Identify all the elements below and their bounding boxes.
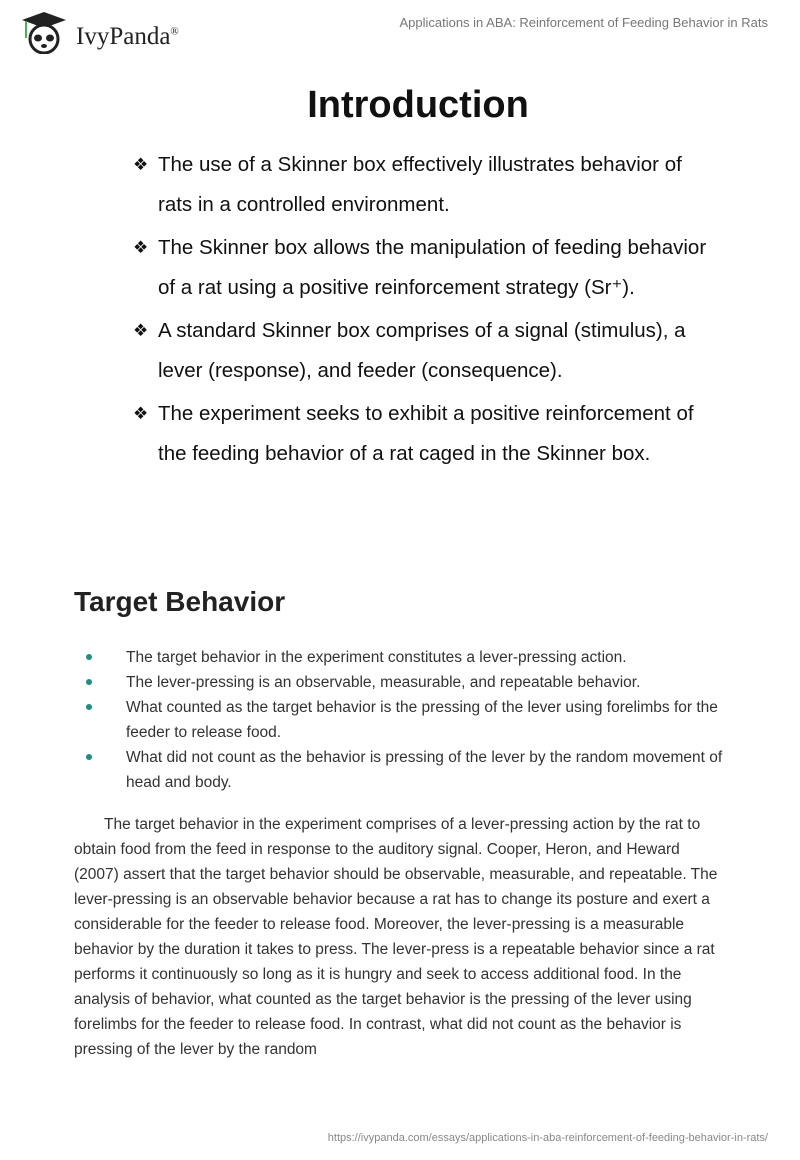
list-item [86, 670, 736, 695]
bullet-dot-icon [86, 704, 92, 710]
logo-text: IvyPanda [76, 23, 171, 50]
body-paragraph: The target behavior in the experiment comprises of a lever-pressing action by the rat to obtain food from the feed in response to the auditory signal. Cooper, Heron, and Heward (2007) assert that the target behavior should be observable, measurable, and repeatable. The lever-pressing is an observable behavior because a rat has to change its posture and exert a considerable for the feeder to release food. Moreover, the lever-pressing is a measurable behavior by the duration it takes to press. The lever-press is a repeatable behavior since a rat performs it continuously so long as it is hungry and seek to access additional food. In the analysis of behavior, what counted as the target behavior is the pressing of the lever using forelimbs for the feeder to release food. In contrast, what did not count as the behavior is pressing of the lever by the random [74, 816, 718, 1058]
ivypanda-logo[interactable] [18, 10, 179, 54]
list-item-text: What counted as the target behavior is the pressing of the lever using forelimbs for the feeder to release food. [126, 699, 718, 741]
registered-mark: ® [170, 25, 179, 38]
introduction-list [133, 145, 713, 477]
list-item [133, 228, 713, 308]
list-item [86, 745, 736, 795]
target-behavior-heading: Target Behavior [74, 586, 286, 617]
bullet-dot-icon [86, 754, 92, 760]
list-item-text: The experiment seeks to exhibit a positive reinforcement of the feeding behavior of a rat caged in the Skinner box. [158, 402, 694, 465]
introduction-heading: Introduction [307, 84, 529, 126]
list-item [133, 311, 713, 391]
list-item-text: The use of a Skinner box effectively illustrates behavior of rats in a controlled environment. [158, 153, 682, 216]
bullet-dot-icon [86, 654, 92, 660]
diamond-bullet-icon: ❖ [133, 404, 149, 423]
source-url-link[interactable]: https://ivypanda.com/essays/applications-in-aba-reinforcement-of-feeding-behavior-in-rats/ [327, 1132, 768, 1144]
panda-graduate-icon [18, 10, 70, 54]
list-item-text: The Skinner box allows the manipulation of feeding behavior of a rat using a positive reinforcement strategy (Sr⁺). [158, 236, 707, 299]
target-behavior-list [86, 645, 736, 795]
document-title: Applications in ABA: Reinforcement of Feeding Behavior in Rats [399, 15, 768, 30]
list-item [133, 394, 713, 474]
list-item [86, 695, 736, 745]
list-item-text: The lever-pressing is an observable, measurable, and repeatable behavior. [126, 674, 641, 691]
list-item-text: A standard Skinner box comprises of a signal (stimulus), a lever (response), and feeder (consequence). [158, 319, 686, 382]
diamond-bullet-icon: ❖ [133, 155, 149, 174]
diamond-bullet-icon: ❖ [133, 321, 149, 340]
list-item-text: What did not count as the behavior is pressing of the lever by the random movement of head and body. [126, 749, 723, 791]
bullet-dot-icon [86, 679, 92, 685]
diamond-bullet-icon: ❖ [133, 238, 149, 257]
list-item [133, 145, 713, 225]
list-item-text: The target behavior in the experiment constitutes a lever-pressing action. [126, 649, 627, 666]
list-item [86, 645, 736, 670]
